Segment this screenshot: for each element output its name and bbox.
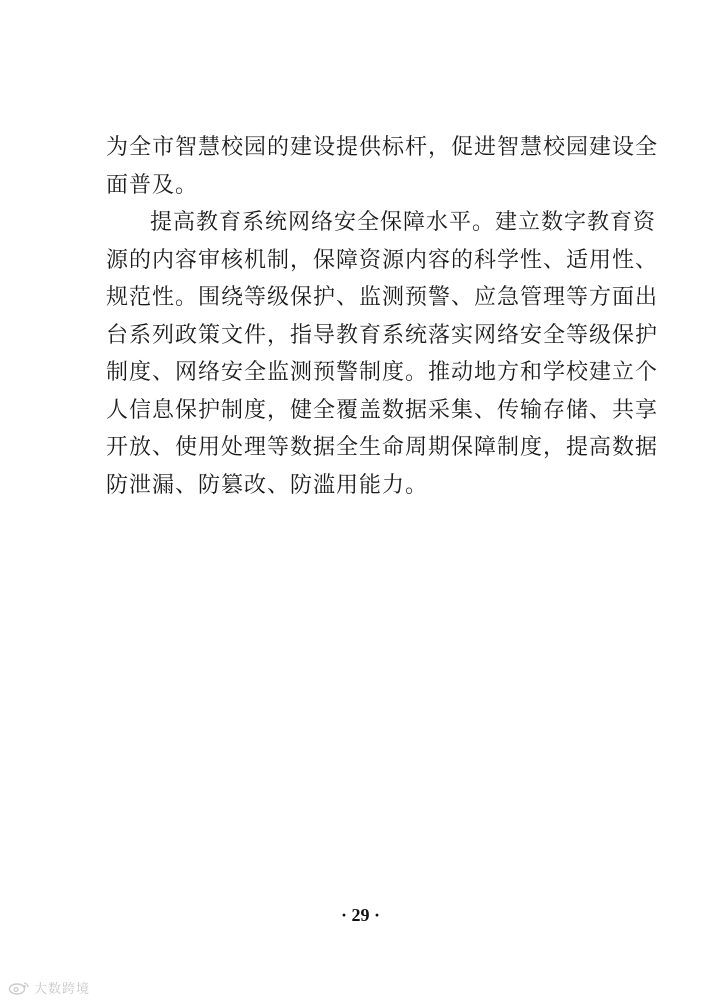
paragraph-2-line-1: 提高教育系统网络安全保障水平。建立数字教育资 xyxy=(150,210,657,235)
paragraph-1-line-1: 为全市智慧校园的建设提供标杆，促进智慧校园建设全 xyxy=(106,135,659,160)
paragraph-2-line-6: 人信息保护制度，健全覆盖数据采集、传输存储、共享 xyxy=(106,398,659,423)
watermark xyxy=(8,978,90,997)
paragraph-2-line-7: 开放、使用处理等数据全生命周期保障制度，提高数据 xyxy=(106,435,659,460)
page-number: · 29 · xyxy=(340,905,380,925)
watermark-text: 大数跨境 xyxy=(34,982,91,997)
paragraph-2-line-3: 规范性。围绕等级保护、监测预警、应急管理等方面出 xyxy=(106,285,659,310)
paragraph-2-line-5: 制度、网络安全监测预警制度。推动地方和学校建立个 xyxy=(106,360,659,385)
paragraph-2-line-2: 源的内容审核机制，保障资源内容的科学性、适用性、 xyxy=(106,248,659,273)
weibo-logo-icon xyxy=(8,981,30,995)
paragraph-1-line-2: 面普及。 xyxy=(106,173,199,198)
paragraph-2-line-8: 防泄漏、防篡改、防滥用能力。 xyxy=(106,473,429,498)
paragraph-2-line-4: 台系列政策文件，指导教育系统落实网络安全等级保护 xyxy=(106,323,659,348)
